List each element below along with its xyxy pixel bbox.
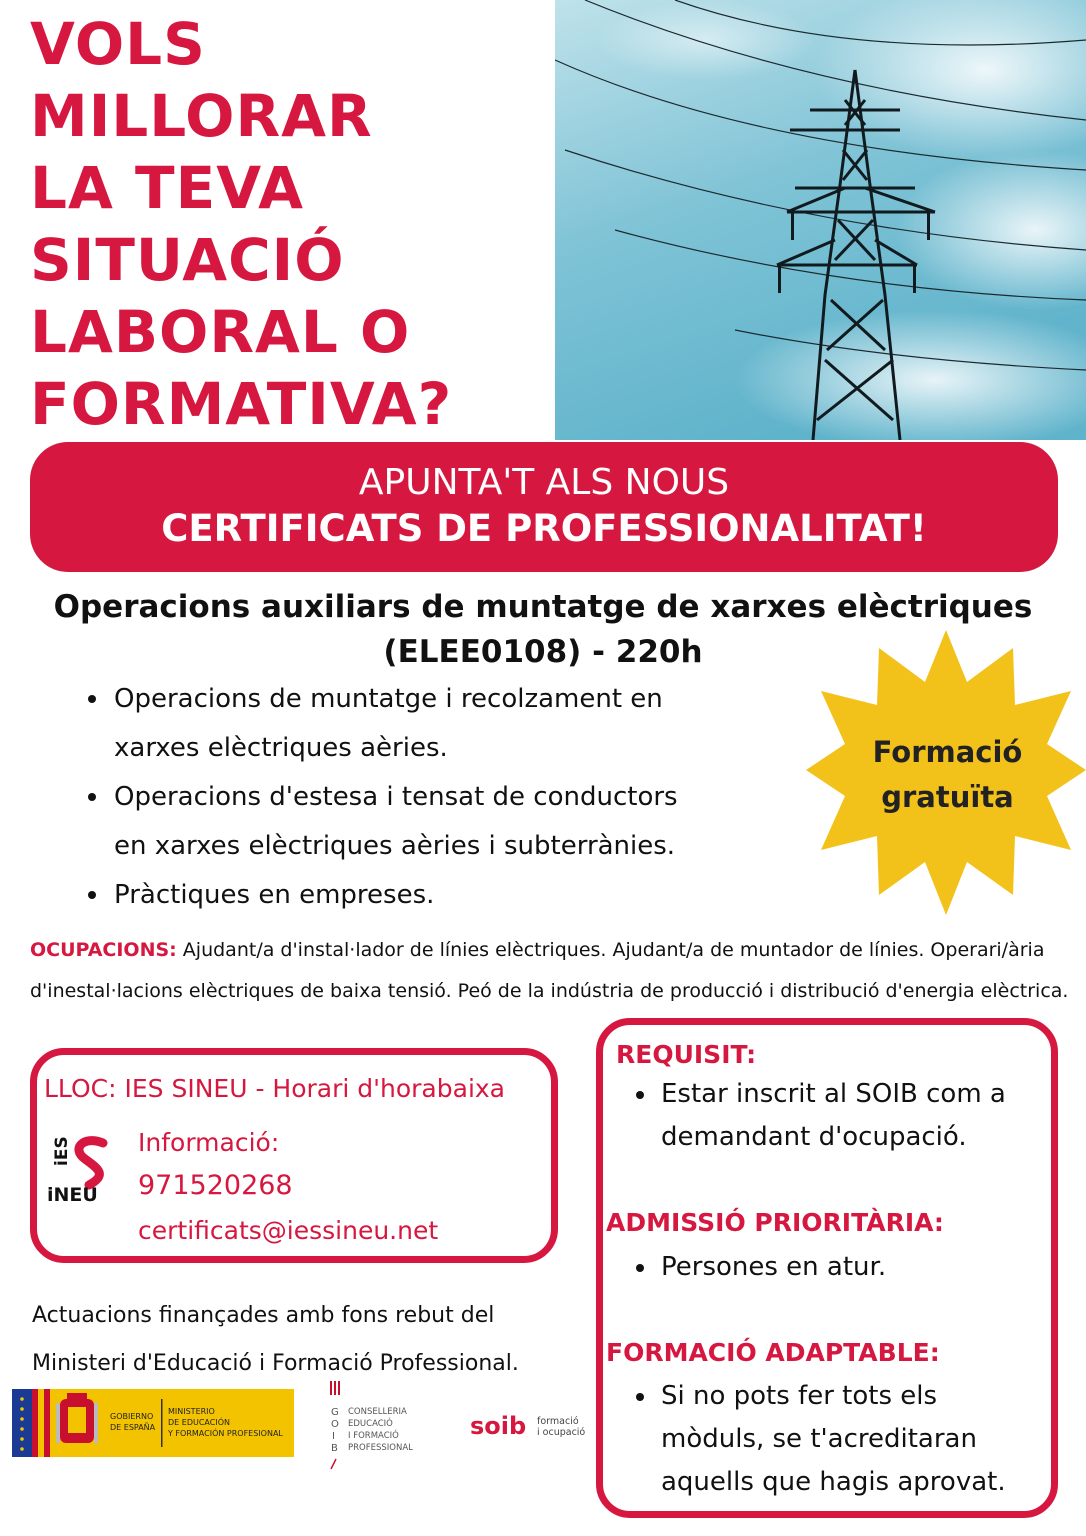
list-item: Estar inscrit al SOIB com a demandant d'ocupació. (636, 1073, 1036, 1159)
goib-text: PROFESSIONAL (348, 1443, 413, 1453)
occupations-body: Ajudant/a d'instal·lador de línies elèctriques. Ajudant/a de muntador de línies. Operari/ària d'inestal·lacions elèctriques de baixa tensió. Peó de la indústria de producció i distribució d'energia elèctrica. (30, 939, 1069, 1002)
goib-letter: I (332, 1431, 335, 1442)
course-content-list (88, 675, 788, 920)
banner-line-1: APUNTA'T ALS NOUS (358, 462, 730, 503)
headline (30, 8, 550, 440)
free-training-badge-text (840, 730, 1055, 820)
logo-text: iES (52, 1136, 72, 1166)
goib-text: I FORMACIÓ (348, 1431, 399, 1441)
email-link[interactable]: certificats@iessineu.net (138, 1216, 439, 1245)
occupations-label: OCUPACIONS: (30, 939, 177, 961)
funding-line-2: Ministeri d'Educació i Formació Professional. (32, 1351, 519, 1376)
goib-letter: O (331, 1419, 339, 1430)
headline-line: VOLS (30, 10, 206, 78)
occupations-text (30, 930, 1070, 1012)
location-title: LLOC: IES SINEU - Horari d'horabaixa (44, 1074, 505, 1103)
headline-line: SITUACIÓ (30, 226, 345, 294)
funding-line-1: Actuacions finançades amb fons rebut del (32, 1303, 495, 1328)
priority-list (636, 1246, 1036, 1289)
soib-sub: i ocupació (537, 1427, 586, 1438)
ies-sineu-logo (45, 1135, 115, 1205)
goib-letter: B (331, 1443, 338, 1454)
goib-text: CONSELLERIA (348, 1407, 407, 1417)
goib-conselleria-logo (330, 1381, 450, 1471)
info-label: Informació: (138, 1128, 280, 1157)
ministry-text: DE EDUCACIÓN (168, 1418, 230, 1427)
headline-line: MILLORAR (30, 82, 373, 150)
goib-text: EDUCACIÓ (348, 1419, 393, 1429)
headline-line: FORMATIVA? (30, 370, 453, 438)
logo-text: iNEU (47, 1184, 98, 1205)
promo-banner (30, 442, 1058, 572)
list-item: Operacions d'estesa i tensat de conductors en xarxes elèctriques aèries i subterrànies. (88, 773, 714, 871)
gov-text: DE ESPAÑA (110, 1423, 156, 1432)
ministry-text: Y FORMACIÓN PROFESIONAL (168, 1429, 283, 1438)
ministry-text: MINISTERIO (168, 1407, 215, 1416)
headline-line: LA TEVA (30, 154, 305, 222)
banner-line-2: CERTIFICATS DE PROFESSIONALITAT! (161, 507, 927, 550)
list-item: Si no pots fer tots els mòduls, se t'acreditaran aquells que hagis aprovat. (636, 1375, 1036, 1504)
adaptable-list (636, 1375, 1036, 1504)
list-item: Pràctiques en empreses. (88, 871, 788, 920)
gov-text: GOBIERNO (110, 1412, 154, 1421)
adaptable-heading: FORMACIÓ ADAPTABLE: (606, 1338, 940, 1367)
funding-notice (32, 1292, 572, 1388)
headline-line: LABORAL O (30, 298, 411, 366)
gobierno-espana-logo (12, 1389, 294, 1457)
soib-logo (470, 1408, 595, 1444)
power-pylon-photo (555, 0, 1086, 440)
soib-word: soib (470, 1412, 527, 1440)
list-item: Operacions de muntatge i recolzament en xarxes elèctriques aèries. (88, 675, 754, 773)
badge-line-2: gratuïta (881, 780, 1014, 814)
priority-heading: ADMISSIÓ PRIORITÀRIA: (606, 1208, 944, 1237)
course-title-line-1: Operacions auxiliars de muntatge de xarxes elèctriques (53, 589, 1033, 625)
badge-line-1: Formació (872, 735, 1023, 769)
goib-letter: G (331, 1407, 339, 1418)
phone-number[interactable]: 971520268 (138, 1170, 293, 1201)
course-title-line-2: (ELEE0108) - 220h (383, 634, 703, 670)
requirement-list (636, 1073, 1036, 1159)
requirement-heading: REQUISIT: (616, 1040, 757, 1069)
list-item: Persones en atur. (636, 1246, 1036, 1289)
soib-sub: formació (537, 1416, 579, 1427)
